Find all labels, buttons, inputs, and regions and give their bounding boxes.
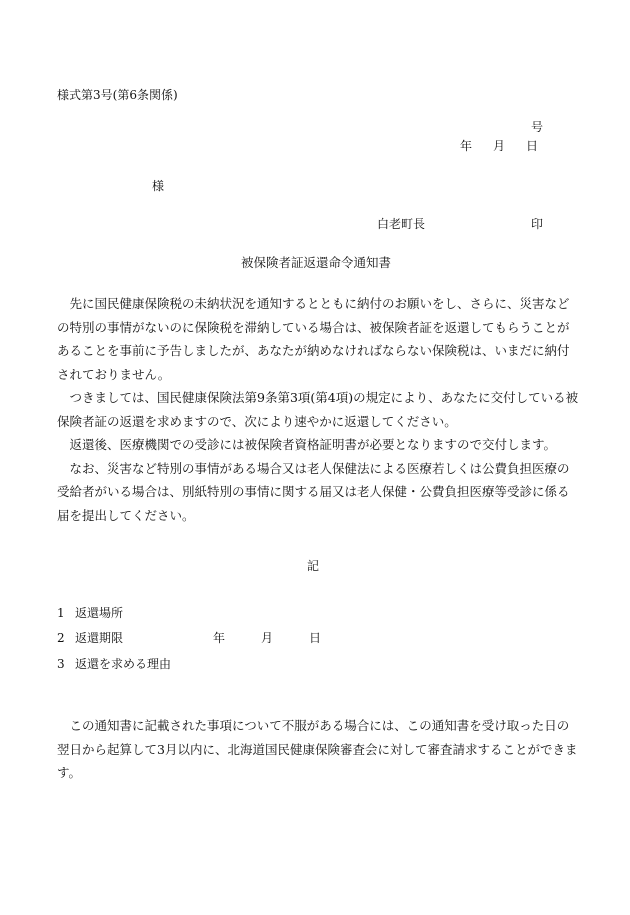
appeal-notice <box>57 714 579 785</box>
date-day-label: 日 <box>526 139 539 153</box>
item-number: 3 <box>57 657 65 671</box>
appeal-paragraph: この通知書に記載された事項について不服がある場合には、この通知書を受け取った日の翌日から起算して3月以内に、北海道国民健康保険審査会に対して審査請求することができます。 <box>57 718 578 780</box>
ki-heading: 記 <box>307 559 320 573</box>
seal-mark: 印 <box>531 217 544 231</box>
document-title: 被保険者証返還命令通知書 <box>241 255 392 270</box>
item-row <box>57 604 123 621</box>
item-label: 返還場所 <box>75 606 124 620</box>
addressee-honorific: 様 <box>152 179 165 193</box>
item-row <box>57 655 171 672</box>
body-paragraph: なお、災害など特別の事情がある場合又は老人保健法による医療若しくは公費負担医療の受給者がいる場合は、別紙特別の事情に関する届又は老人保健・公費負担医療等受診に係る届を提出してください。 <box>57 460 570 523</box>
item-row <box>57 629 123 646</box>
document-number-label: 号 <box>531 120 544 134</box>
item-number: 1 <box>57 606 65 620</box>
form-number: 様式第3号(第6条関係) <box>57 88 178 102</box>
issue-date <box>460 137 538 154</box>
body-paragraph: つきましては、国民健康保険法第9条第3項(第4項)の規定により、あなたに交付している被保険者証の返還を求めますので、次により速やかに返還してください。 <box>57 390 579 429</box>
deadline-day: 日 <box>309 631 322 645</box>
item-label: 返還期限 <box>75 631 124 645</box>
date-month-label: 月 <box>493 139 506 153</box>
deadline-month: 月 <box>261 631 274 645</box>
body-paragraph: 返還後、医療機関での受診には被保険者資格証明書が必要となりますので交付します。 <box>69 437 557 452</box>
body-paragraph: 先に国民健康保険税の未納状況を通知するとともに納付のお願いをし、さらに、災害などの特別の事情がないのに保険税を滞納している場合は、被保険者証を返還してもらうことがあることを事前に予告しましたが、あなたが納めなければならない保険税は、いまだに納付されておりません。 <box>57 296 570 382</box>
deadline-year: 年 <box>213 631 226 645</box>
item-number: 2 <box>57 631 65 645</box>
item-label: 返還を求める理由 <box>75 657 172 671</box>
issuer-name: 白老町長 <box>377 217 426 231</box>
notice-body <box>57 292 579 527</box>
date-year-label: 年 <box>460 139 473 153</box>
